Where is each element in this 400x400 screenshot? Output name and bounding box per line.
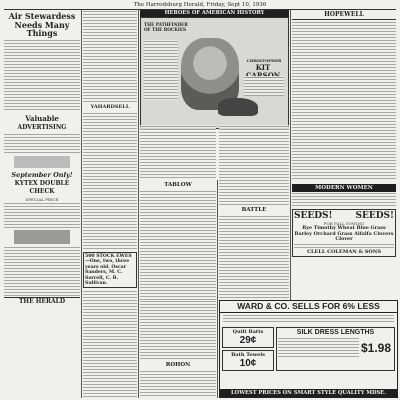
rohon-heading: ROHON	[165, 362, 191, 368]
ad-text	[294, 243, 394, 249]
bath-label: Bath Towels	[231, 352, 265, 358]
quilt-box	[222, 327, 274, 348]
battle-heading: BATTLE	[241, 207, 267, 213]
ward-ad	[219, 300, 398, 398]
seeds-list: Rye Timothy Wheat Blue Grass Barley Orchard Grass Alfalfa Clovers Clover	[294, 225, 394, 243]
column-rule	[138, 10, 139, 398]
article-text	[4, 246, 80, 296]
seeds-left: SEEDS!	[294, 211, 333, 221]
modern-women-banner: MODERN WOMEN	[292, 184, 396, 192]
seeds-subtitle: FOR FALL SOWING	[323, 221, 365, 226]
silk-label: SILK DRESS LENGTHS	[296, 329, 375, 336]
yahardsell-heading: YAHARDSELL	[90, 104, 130, 110]
article-text	[140, 125, 216, 180]
article-text	[292, 192, 396, 206]
hero-subtitle: THE PATHFINDER OF THE ROCKIES	[144, 22, 188, 32]
silk-box	[276, 327, 395, 371]
column-5	[292, 10, 396, 300]
column-3-bottom	[140, 300, 216, 398]
column-rule	[217, 180, 218, 398]
seeds-right: SEEDS!	[355, 211, 394, 221]
stock-ewes-ad: 500 STOCK EWES—One, two, three years old. Oscar Sanders, M. C. Sorrell, C. B. Sullivan.	[83, 252, 137, 288]
quilt-price: 29¢	[239, 335, 257, 346]
column-rule	[81, 10, 82, 398]
hero-illustration	[140, 17, 289, 129]
article-text	[83, 112, 137, 250]
clell-coleman: CLELL COLEMAN & SONS	[307, 248, 381, 255]
hero-caption	[144, 40, 178, 100]
kytex-title: KYTEX DOUBLE CHECK	[14, 179, 70, 195]
article-text	[140, 370, 216, 398]
silk-price: $1.98	[360, 341, 391, 355]
bath-price: 10¢	[239, 358, 257, 369]
article-text	[83, 290, 137, 398]
herald-footer: THE HERALD	[4, 297, 80, 306]
article-text	[4, 39, 80, 111]
quilt-label: Quilt Batts	[232, 329, 264, 335]
column-3	[140, 125, 216, 300]
ward-footer: LOWEST PRICES ON SMART STYLE QUALITY MDSE.	[220, 389, 397, 397]
article-text	[4, 133, 80, 153]
hero-banner: HEROES OF AMERICAN HISTORY	[140, 10, 289, 17]
hero-first-name: CHRISTOPHER	[246, 58, 282, 63]
hero-feature	[140, 10, 289, 129]
article-text	[219, 125, 289, 205]
hero-caption	[244, 76, 284, 96]
hero-last-name: KIT	[255, 63, 271, 72]
product-illustration	[14, 230, 70, 244]
article-text	[219, 215, 289, 300]
ward-headline: WARD & CO. SELLS FOR 6% LESS	[220, 301, 397, 313]
silk-text	[278, 337, 359, 359]
bath-box	[222, 350, 274, 371]
ad-text	[4, 202, 80, 228]
article-text	[140, 300, 216, 360]
masthead: The Harrodsburg Herald, Friday, Sept 10, 1936	[4, 1, 396, 10]
special-price: SPECIAL PRICE	[25, 196, 59, 202]
tablow-heading: TABLOW	[164, 182, 192, 188]
seeds-ad	[292, 209, 396, 257]
calendar-graphic	[14, 156, 70, 168]
article-text	[140, 190, 216, 300]
september-only: September Only!	[11, 170, 73, 179]
horse-rider-illustration	[218, 98, 258, 116]
column-2	[83, 10, 137, 398]
article-text	[83, 10, 137, 102]
advertising-heading: ADVERTISING	[17, 123, 67, 131]
headline-air-stewardess: Air Stewardess Needs Many Things	[8, 11, 76, 38]
column-4	[219, 125, 289, 300]
valuable-heading: Valuable	[25, 113, 59, 123]
column-1	[4, 10, 80, 398]
article-text	[292, 21, 396, 181]
ad-text	[223, 314, 394, 324]
hopewell-heading: HOPEWELL	[292, 11, 396, 20]
